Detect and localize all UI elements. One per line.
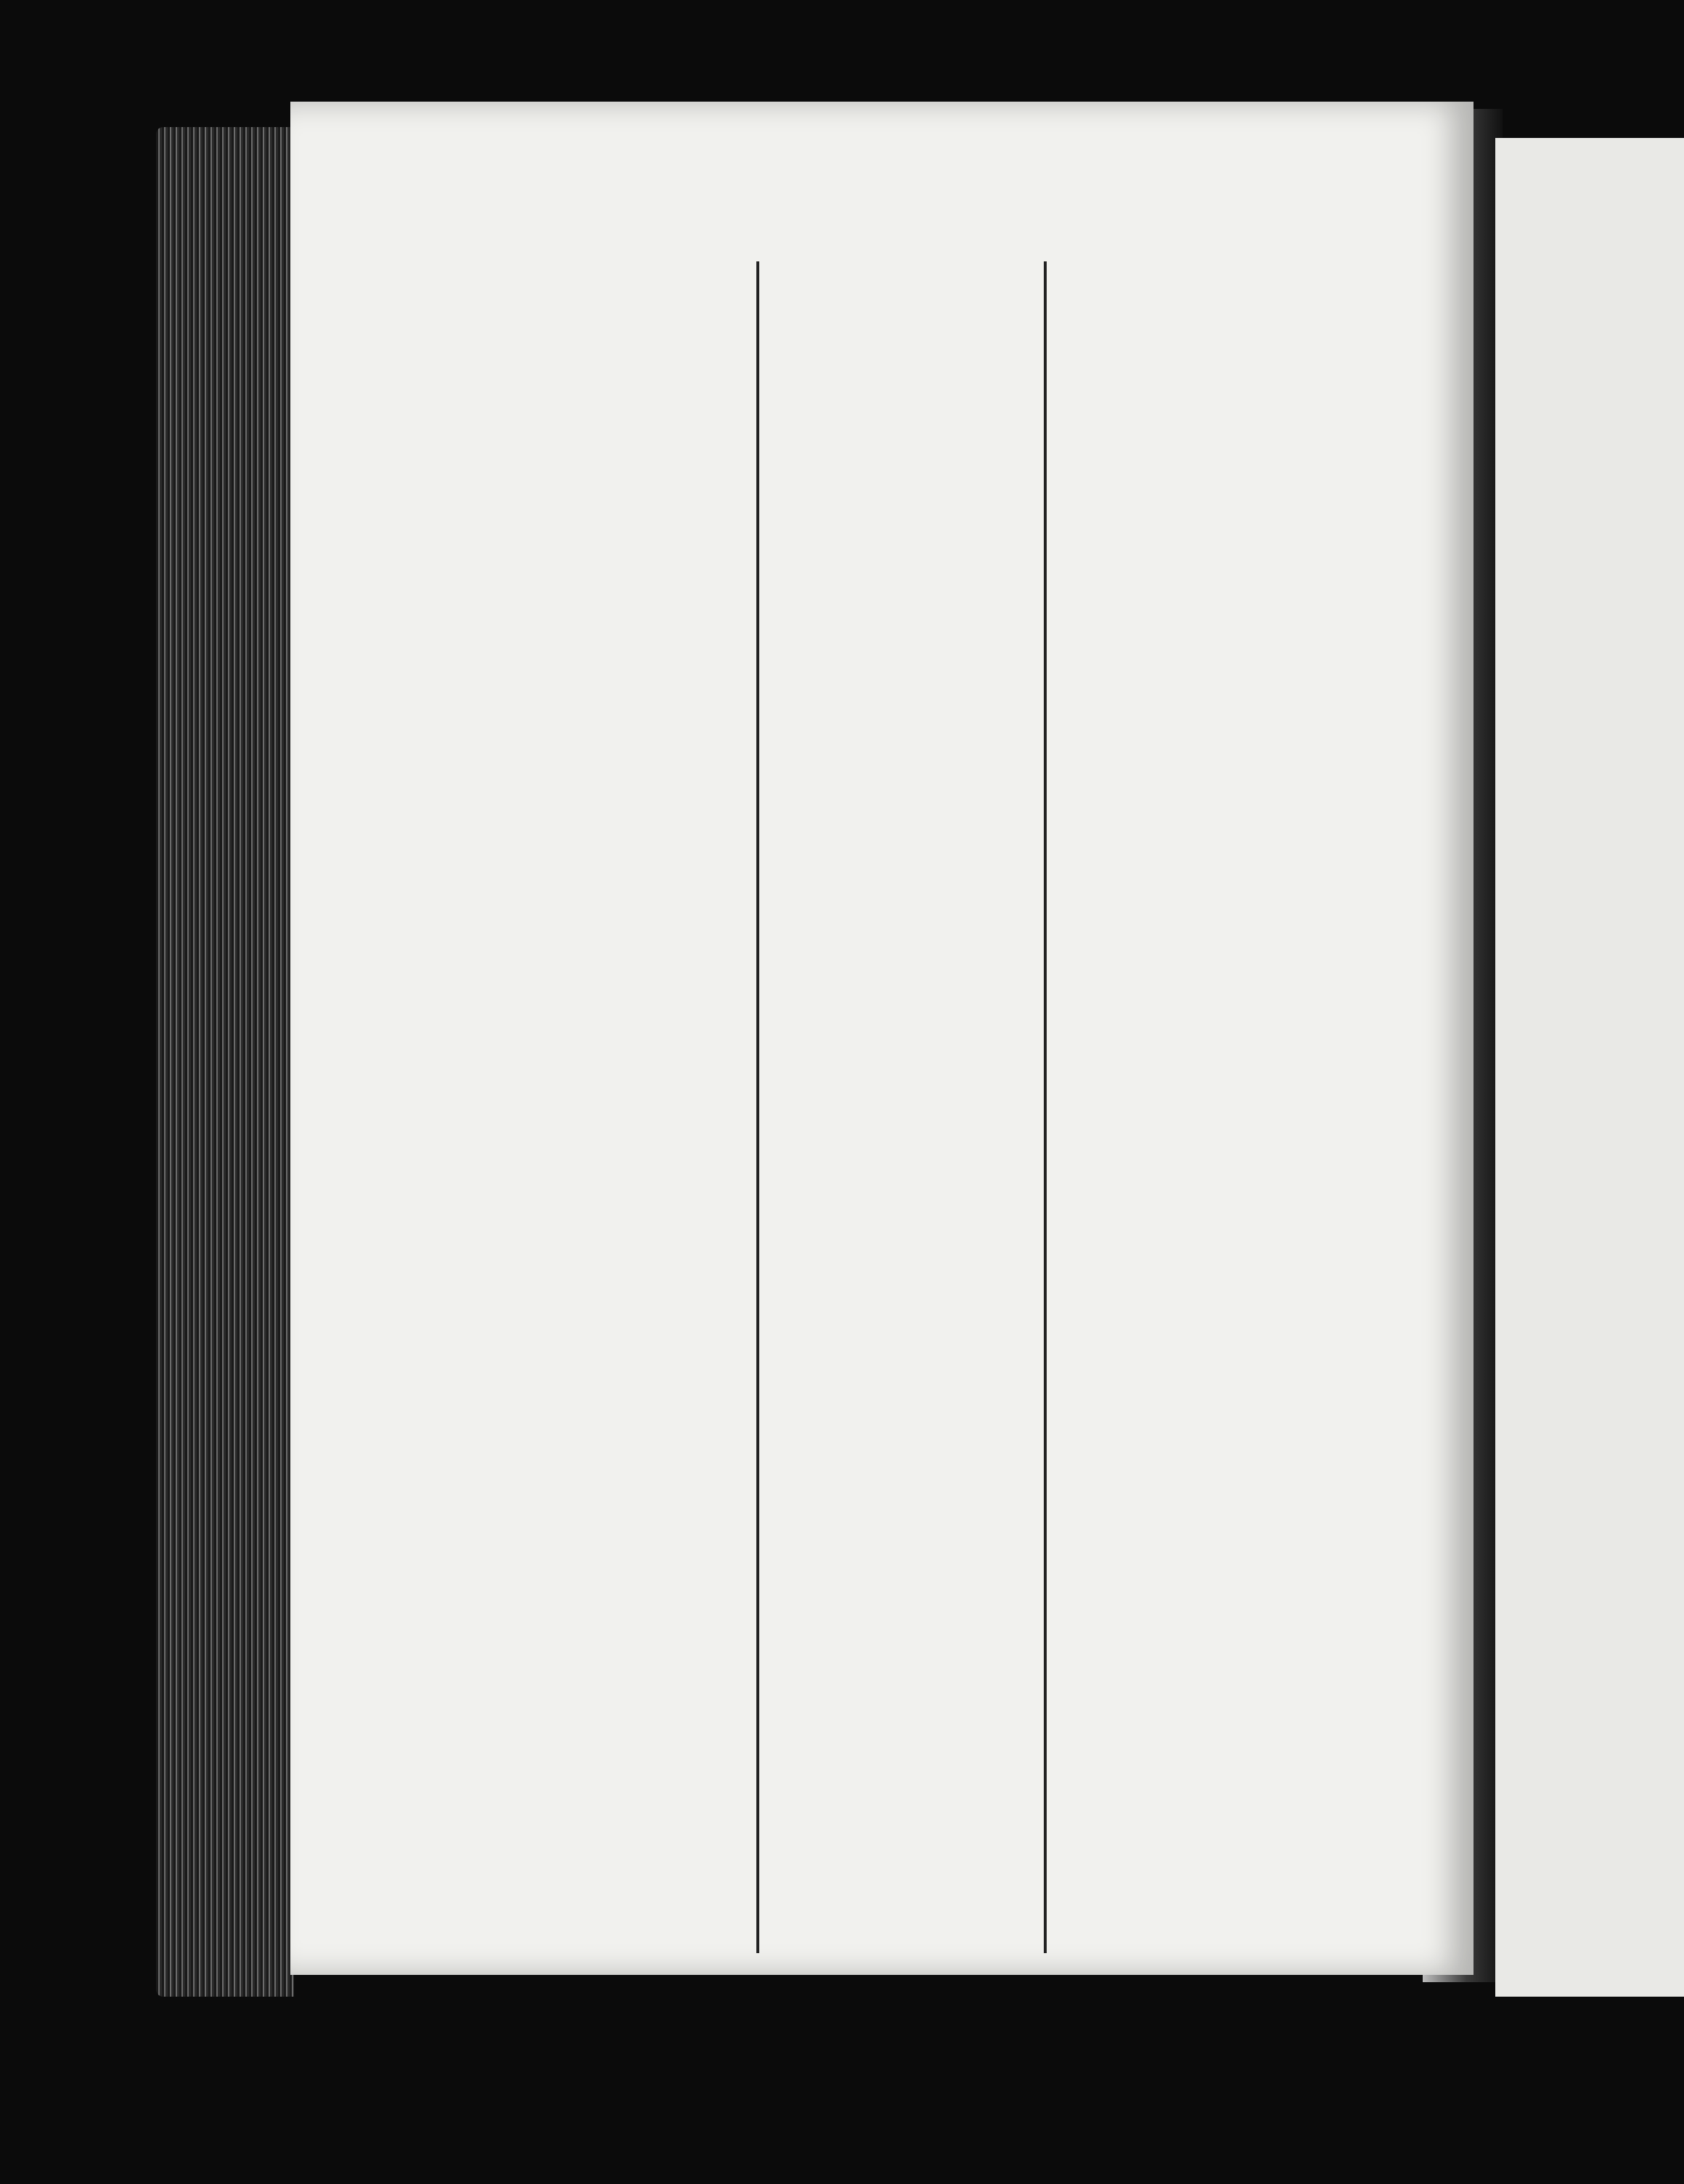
left-page xyxy=(290,102,1474,1975)
column-rule-2 xyxy=(1044,261,1047,1953)
facing-page xyxy=(1495,138,1684,1997)
book-page-edges xyxy=(156,127,294,1997)
column-rule-1 xyxy=(756,261,759,1953)
